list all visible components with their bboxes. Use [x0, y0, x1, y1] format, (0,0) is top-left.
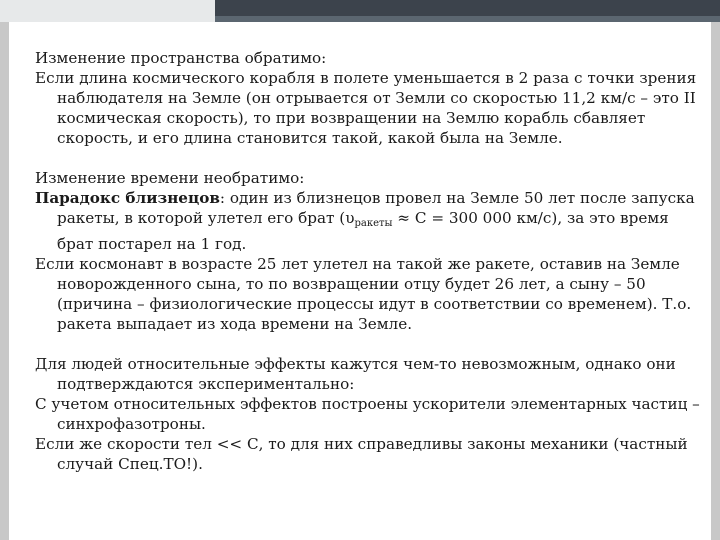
relativity-paragraph: Для людей относительные эффекты кажутся чем-то невозможным, однако они подтверждаются экспериментально:	[35, 355, 676, 393]
velocity-subscript: ракеты	[354, 218, 393, 229]
left-frame-border	[0, 0, 9, 540]
right-frame-border	[711, 0, 720, 540]
spacer	[35, 148, 700, 168]
cosmonaut-paragraph: Если космонавт в возрасте 25 лет улетел на такой же ракете, оставив на Земле новорожденного сына, то по возвращении отцу будет 26 лет, а сыну – 50 (причина – физиологические процессы идут в соответствии со временем). Т.о. ракета выпадает из хода времени на Земле.	[35, 255, 692, 333]
twin-paradox-text-a: : один из близнецов провел на Земле 50 лет после запуска ракеты, в которой улетел его брат (υ	[57, 189, 695, 227]
twin-paradox-paragraph	[35, 188, 700, 254]
top-decor-line	[215, 16, 720, 22]
twin-paradox-text-b: ≈ С = 300 000 км/с), за это время брат постарел на 1 год.	[57, 209, 669, 253]
space-paragraph: Если длина космического корабля в полете уменьшается в 2 раза с точки зрения наблюдателя на Земле (он отрывается от Земли со скоростью 11,2 км/с – это II космическая скорость), то при возвращении на Землю корабль сбавляет скорость, и его длина становится такой, какой была на Земле.	[35, 69, 697, 147]
twin-paradox-label: Парадокс близнецов	[35, 189, 220, 207]
slide-content	[35, 48, 700, 474]
space-heading: Изменение пространства обратимо:	[35, 49, 327, 67]
accelerators-paragraph: С учетом относительных эффектов построены ускорители элементарных частиц – синхрофазотроны.	[35, 395, 700, 433]
mechanics-paragraph: Если же скорости тел << С, то для них справедливы законы механики (частный случай Спец.ТО!).	[35, 435, 688, 473]
time-heading: Изменение времени необратимо:	[35, 169, 305, 187]
top-decor-accent	[0, 0, 215, 22]
spacer	[35, 334, 700, 354]
